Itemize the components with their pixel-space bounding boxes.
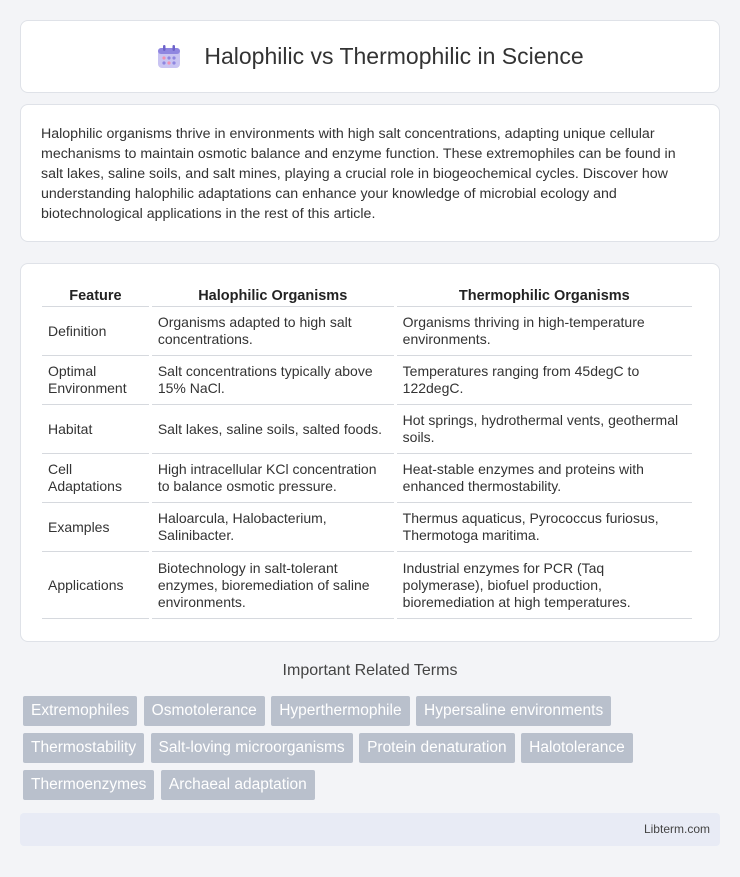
table-row [42,552,692,619]
cell-halophilic: Biotechnology in salt-tolerant enzymes, bioremediation of saline environments. [152,552,394,619]
table-row [42,405,692,454]
header-thermophilic: Thermophilic Organisms [397,286,692,307]
cell-feature: Applications [42,552,149,619]
table-row [42,307,692,356]
cell-halophilic: Salt concentrations typically above 15% NaCl. [152,356,394,405]
cell-halophilic: High intracellular KCl concentration to balance osmotic pressure. [152,454,394,503]
comparison-table-card [20,263,720,642]
tag-protein-denaturation[interactable]: Protein denaturation [359,733,515,763]
tag-thermoenzymes[interactable]: Thermoenzymes [23,770,154,800]
tag-hypersaline-environments[interactable]: Hypersaline environments [416,696,611,726]
cell-halophilic: Salt lakes, saline soils, salted foods. [152,405,394,454]
related-terms-title: Important Related Terms [282,662,458,679]
cell-thermophilic: Thermus aquaticus, Pyrococcus furiosus, Thermotoga maritima. [397,503,692,552]
related-terms-tags [23,696,723,807]
footer-brand-link[interactable]: Libterm.com [643,822,710,836]
cell-feature: Optimal Environment [42,356,149,405]
cell-feature: Habitat [42,405,149,454]
cell-thermophilic: Industrial enzymes for PCR (Taq polymerase), biofuel production, bioremediation at high temperatures. [397,552,692,619]
intro-text: Halophilic organisms thrive in environments with high salt concentrations, adapting unique cellular mechanisms to maintain osmotic balance and enzyme function. These extremophiles can be found in salt lakes, saline soils, and salt mines, playing a crucial role in biogeochemical cycles. Discover how understanding halophilic adaptations can enhance your knowledge of microbial ecology and biotechnological applications in the rest of this article. [41,126,676,222]
tag-extremophiles[interactable]: Extremophiles [23,696,137,726]
calendar-icon [156,44,182,70]
tag-hyperthermophile[interactable]: Hyperthermophile [271,696,409,726]
header-feature: Feature [42,286,149,307]
comparison-table [39,286,695,619]
tag-thermostability[interactable]: Thermostability [23,733,144,763]
tag-osmotolerance[interactable]: Osmotolerance [144,696,265,726]
cell-thermophilic: Hot springs, hydrothermal vents, geothermal soils. [397,405,692,454]
cell-halophilic: Organisms adapted to high salt concentrations. [152,307,394,356]
table-header-row [42,286,692,307]
cell-thermophilic: Temperatures ranging from 45degC to 122degC. [397,356,692,405]
header-halophilic: Halophilic Organisms [152,286,394,307]
footer [20,813,720,846]
tag-salt-loving-microorganisms[interactable]: Salt-loving microorganisms [151,733,353,763]
cell-feature: Definition [42,307,149,356]
table-row [42,356,692,405]
cell-halophilic: Haloarcula, Halobacterium, Salinibacter. [152,503,394,552]
table-row [42,503,692,552]
cell-thermophilic: Organisms thriving in high-temperature environments. [397,307,692,356]
cell-thermophilic: Heat-stable enzymes and proteins with enhanced thermostability. [397,454,692,503]
cell-feature: Examples [42,503,149,552]
table-row [42,454,692,503]
tag-archaeal-adaptation[interactable]: Archaeal adaptation [161,770,315,800]
intro-card [20,104,720,242]
header-card [20,20,720,93]
tag-halotolerance[interactable]: Halotolerance [521,733,633,763]
page-title: Halophilic vs Thermophilic in Science [204,43,584,69]
cell-feature: Cell Adaptations [42,454,149,503]
